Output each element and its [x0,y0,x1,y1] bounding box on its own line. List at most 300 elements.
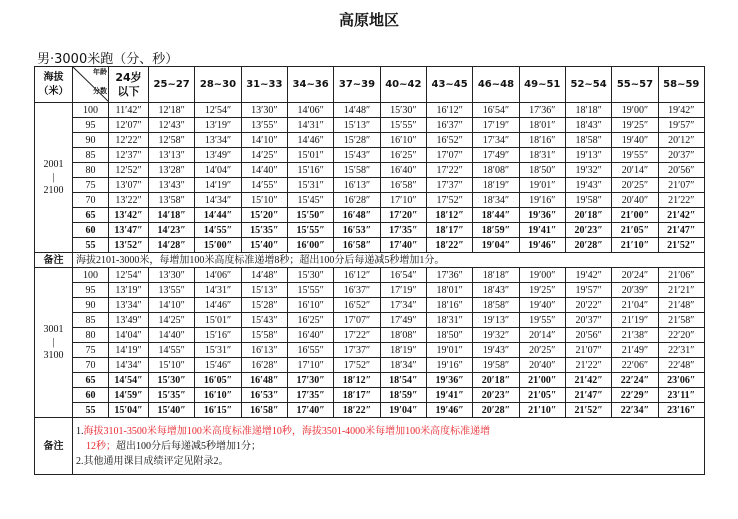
time-cell: 19′25″ [519,283,565,298]
time-cell: 21′38″ [612,328,658,343]
time-cell: 15′31″ [287,178,333,193]
time-cell: 17′34″ [380,298,426,313]
time-cell: 18′59″ [473,223,519,238]
time-cell: 15′10″ [149,358,195,373]
time-cell: 19′00″ [519,268,565,283]
time-cell: 20′24″ [612,268,658,283]
time-cell: 21′00″ [519,373,565,388]
time-cell: 13′07″ [109,178,149,193]
time-cell: 13′58″ [149,193,195,208]
time-cell: 22′31″ [658,343,704,358]
time-cell: 18′12″ [426,208,472,223]
time-cell: 18′31″ [519,148,565,163]
time-cell: 21′05″ [519,388,565,403]
score-cell: 60 [73,223,109,238]
time-cell: 18′50″ [519,163,565,178]
time-cell: 20′28″ [565,238,611,253]
time-cell: 18′12″ [334,373,380,388]
time-cell: 16′00″ [287,238,333,253]
time-cell: 21′07″ [658,178,704,193]
time-cell: 20′40″ [519,358,565,373]
time-cell: 15′45″ [287,193,333,208]
time-cell: 15′43″ [241,313,287,328]
time-cell: 22′20″ [658,328,704,343]
time-cell: 21′10″ [519,403,565,418]
time-cell: 18′22″ [426,238,472,253]
table-row [35,103,705,118]
time-cell: 18′17″ [334,388,380,403]
time-cell: 15′55″ [380,118,426,133]
time-cell: 17′34″ [473,133,519,148]
note-label: 备注 [35,253,73,268]
time-cell: 15′00″ [195,238,241,253]
time-cell: 16′53″ [241,388,287,403]
time-cell: 20′56″ [565,328,611,343]
score-cell: 55 [73,238,109,253]
time-cell: 16′25″ [287,313,333,328]
age-group-header: 40~42 [380,67,426,103]
time-cell: 14′55″ [195,223,241,238]
time-cell: 13′49″ [195,148,241,163]
time-cell: 19′46″ [426,403,472,418]
time-cell: 19′32″ [565,163,611,178]
time-cell: 19′16″ [426,358,472,373]
score-cell: 60 [73,388,109,403]
time-cell: 18′43″ [473,283,519,298]
age-label: 年龄 [93,68,107,76]
time-cell: 21′52″ [658,238,704,253]
time-cell: 15′35″ [241,223,287,238]
time-cell: 14′34″ [195,193,241,208]
time-cell: 14′19″ [109,343,149,358]
grade-table [34,66,705,475]
time-cell: 22′34″ [612,403,658,418]
time-cell: 18′58″ [565,133,611,148]
time-cell: 13′47″ [109,223,149,238]
time-cell: 13′28″ [149,163,195,178]
time-cell: 13′34″ [195,133,241,148]
time-cell: 15′58″ [334,163,380,178]
time-cell: 22′24″ [612,373,658,388]
time-cell: 23′11″ [658,388,704,403]
time-cell: 17′52″ [334,358,380,373]
time-cell: 18′17″ [426,223,472,238]
time-cell: 14′55″ [149,343,195,358]
score-cell: 80 [73,163,109,178]
time-cell: 14′34″ [109,358,149,373]
time-cell: 18′01″ [519,118,565,133]
time-cell: 19′46″ [519,238,565,253]
score-cell: 95 [73,118,109,133]
time-cell: 18′01″ [426,283,472,298]
time-cell: 18′58″ [473,298,519,313]
time-cell: 16′52″ [426,133,472,148]
time-cell: 20′37″ [658,148,704,163]
footer-note-row [35,418,705,475]
time-cell: 20′14″ [612,163,658,178]
time-cell: 22′06″ [612,358,658,373]
time-cell: 15′13″ [241,283,287,298]
time-cell: 16′55″ [287,343,333,358]
time-cell: 15′10″ [241,193,287,208]
age-group-header: 37~39 [334,67,380,103]
time-cell: 21′42″ [565,373,611,388]
time-cell: 13′55″ [241,118,287,133]
time-cell: 20′12″ [658,133,704,148]
time-cell: 14′23″ [149,223,195,238]
time-cell: 19′42″ [658,103,704,118]
score-cell: 70 [73,358,109,373]
time-cell: 17′20″ [380,208,426,223]
time-cell: 19′01″ [426,343,472,358]
time-cell: 17′37″ [426,178,472,193]
time-cell: 13′52″ [109,238,149,253]
time-cell: 21′42″ [658,208,704,223]
time-cell: 20′23″ [565,223,611,238]
time-cell: 20′37″ [565,313,611,328]
time-cell: 16′40″ [380,163,426,178]
time-cell: 15′16″ [287,163,333,178]
page-title: 高原地区 [338,11,399,29]
time-cell: 14′48″ [241,268,287,283]
time-cell: 19′43″ [565,178,611,193]
age-score-corner [73,67,109,103]
time-cell: 15′30″ [380,103,426,118]
time-cell: 23′16″ [658,403,704,418]
time-cell: 14′10″ [241,133,287,148]
time-cell: 20′25″ [612,178,658,193]
time-cell: 14′28″ [149,238,195,253]
time-cell: 14′59″ [109,388,149,403]
time-cell: 21′04″ [612,298,658,313]
time-cell: 20′28″ [473,403,519,418]
score-cell: 100 [73,268,109,283]
time-cell: 14′31″ [287,118,333,133]
age-group-header: 31~33 [241,67,287,103]
time-cell: 19′04″ [380,403,426,418]
age-group-header: 34~36 [287,67,333,103]
time-cell: 18′34″ [473,193,519,208]
time-cell: 21′47″ [565,388,611,403]
time-cell: 20′22″ [565,298,611,313]
time-cell: 19′00″ [612,103,658,118]
time-cell: 15′28″ [241,298,287,313]
time-cell: 22′48″ [658,358,704,373]
time-cell: 12′37″ [109,148,149,163]
time-cell: 19′01″ [519,178,565,193]
time-cell: 14′31″ [195,283,241,298]
time-cell: 19′55″ [519,313,565,328]
time-cell: 17′37″ [334,343,380,358]
time-cell: 16′37″ [426,118,472,133]
note-line-3: 2.其他通用课目成绩评定见附录2。 [76,455,229,467]
note-red-text-2: 12秒； [86,440,116,452]
time-cell: 19′58″ [565,193,611,208]
time-cell: 12′54″ [109,268,149,283]
table-row [35,328,705,343]
time-cell: 19′04″ [473,238,519,253]
time-cell: 21′00″ [612,208,658,223]
header-row [35,67,705,103]
time-cell: 21′48″ [658,298,704,313]
time-cell: 12′54″ [195,103,241,118]
time-cell: 15′55″ [287,283,333,298]
time-cell: 16′10″ [287,298,333,313]
age-group-header: 52~54 [565,67,611,103]
time-cell: 12′18″ [149,103,195,118]
time-cell: 18′43″ [565,118,611,133]
score-cell: 90 [73,298,109,313]
time-cell: 20′40″ [612,193,658,208]
score-cell: 75 [73,343,109,358]
time-cell: 11′42″ [109,103,149,118]
time-cell: 16′40″ [287,328,333,343]
time-cell: 13′34″ [109,298,149,313]
time-cell: 18′19″ [380,343,426,358]
table-row [35,223,705,238]
time-cell: 14′19″ [195,178,241,193]
time-cell: 13′13″ [149,148,195,163]
time-cell: 19′40″ [612,133,658,148]
time-cell: 20′18″ [565,208,611,223]
time-cell: 14′55″ [241,178,287,193]
time-cell: 16′48″ [334,208,380,223]
table-row [35,163,705,178]
time-cell: 15′58″ [241,328,287,343]
time-cell: 16′58″ [334,238,380,253]
time-cell: 14′10″ [149,298,195,313]
altitude-range: 2001 | 2100 [35,103,73,253]
time-cell: 14′48″ [334,103,380,118]
time-cell: 18′44″ [473,208,519,223]
time-cell: 21′21″ [658,283,704,298]
time-cell: 18′22″ [334,403,380,418]
time-cell: 19′57″ [565,283,611,298]
time-cell: 19′57″ [658,118,704,133]
time-cell: 15′50″ [287,208,333,223]
time-cell: 18′31″ [426,313,472,328]
score-cell: 80 [73,328,109,343]
time-cell: 16′53″ [334,223,380,238]
age-group-header: 28~30 [195,67,241,103]
note-row [35,253,705,268]
time-cell: 17′35″ [380,223,426,238]
time-cell: 19′16″ [519,193,565,208]
time-cell: 21′05″ [612,223,658,238]
time-cell: 19′13″ [565,148,611,163]
age-group-header: 25~27 [149,67,195,103]
time-cell: 14′04″ [195,163,241,178]
time-cell: 17′07″ [426,148,472,163]
score-cell: 90 [73,133,109,148]
table-row [35,268,705,283]
age-group-header: 46~48 [473,67,519,103]
time-cell: 23′06″ [658,373,704,388]
time-cell: 19′41″ [519,223,565,238]
time-cell: 17′35″ [287,388,333,403]
time-cell: 19′55″ [612,148,658,163]
note-black-text: 超出100分后每递减5秒增加1分； [116,440,261,452]
time-cell: 15′13″ [334,118,380,133]
time-cell: 16′13″ [334,178,380,193]
time-cell: 17′52″ [426,193,472,208]
score-cell: 85 [73,313,109,328]
table-row [35,358,705,373]
time-cell: 21′49″ [612,343,658,358]
table-row [35,403,705,418]
time-cell: 21′19″ [612,313,658,328]
age-group-header: 43~45 [426,67,472,103]
score-cell: 65 [73,208,109,223]
time-cell: 18′18″ [473,268,519,283]
time-cell: 15′55″ [287,223,333,238]
time-cell: 15′01″ [195,313,241,328]
time-cell: 15′35″ [149,388,195,403]
time-cell: 19′40″ [519,298,565,313]
time-cell: 13′19″ [195,118,241,133]
time-cell: 18′08″ [380,328,426,343]
time-cell: 20′23″ [473,388,519,403]
time-cell: 20′18″ [473,373,519,388]
time-cell: 16′52″ [334,298,380,313]
time-cell: 15′43″ [334,148,380,163]
time-cell: 12′58″ [149,133,195,148]
time-cell: 17′10″ [380,193,426,208]
time-cell: 17′40″ [380,238,426,253]
score-cell: 85 [73,148,109,163]
time-cell: 16′37″ [334,283,380,298]
time-cell: 12′52″ [109,163,149,178]
time-cell: 17′40″ [287,403,333,418]
time-cell: 14′40″ [149,328,195,343]
score-cell: 65 [73,373,109,388]
time-cell: 18′18″ [565,103,611,118]
table-row [35,133,705,148]
time-cell: 19′41″ [426,388,472,403]
note-text: 海拔2101-3000米，每增加100米高度标准递增8秒；超出100分后每递减5秒增加1分。 [73,253,705,268]
time-cell: 14′25″ [241,148,287,163]
time-cell: 16′10″ [195,388,241,403]
table-row [35,343,705,358]
time-cell: 12′43″ [149,118,195,133]
table-row [35,193,705,208]
time-cell: 21′10″ [612,238,658,253]
table-row [35,178,705,193]
time-cell: 15′40″ [149,403,195,418]
time-cell: 20′14″ [519,328,565,343]
table-row [35,388,705,403]
time-cell: 14′54″ [109,373,149,388]
table-row [35,118,705,133]
time-cell: 16′13″ [241,343,287,358]
score-label: 分数 [93,87,107,95]
time-cell: 16′28″ [334,193,380,208]
time-cell: 21′52″ [565,403,611,418]
table-subtitle: 男·3000米跑（分、秒） [37,52,179,67]
altitude-range: 3001 | 3100 [35,268,73,418]
time-cell: 14′06″ [287,103,333,118]
time-cell: 15′46″ [195,358,241,373]
time-cell: 13′30″ [149,268,195,283]
time-cell: 17′49″ [380,313,426,328]
table-row [35,373,705,388]
time-cell: 13′42″ [109,208,149,223]
time-cell: 21′22″ [565,358,611,373]
time-cell: 17′36″ [519,103,565,118]
time-cell: 21′06″ [658,268,704,283]
time-cell: 18′34″ [380,358,426,373]
time-cell: 17′19″ [473,118,519,133]
table-row [35,313,705,328]
time-cell: 19′43″ [473,343,519,358]
time-cell: 17′19″ [380,283,426,298]
time-cell: 14′06″ [195,268,241,283]
table-row [35,208,705,223]
score-cell: 95 [73,283,109,298]
time-cell: 15′20″ [241,208,287,223]
time-cell: 21′07″ [565,343,611,358]
time-cell: 15′30″ [287,268,333,283]
table-row [35,148,705,163]
time-cell: 12′22″ [109,133,149,148]
time-cell: 13′49″ [109,313,149,328]
age-group-header: 24岁 以下 [109,67,149,103]
time-cell: 19′36″ [519,208,565,223]
time-cell: 14′04″ [109,328,149,343]
time-cell: 17′10″ [287,358,333,373]
time-cell: 14′46″ [287,133,333,148]
time-cell: 19′25″ [612,118,658,133]
time-cell: 14′44″ [195,208,241,223]
time-cell: 15′04″ [109,403,149,418]
time-cell: 16′10″ [380,133,426,148]
time-cell: 13′22″ [109,193,149,208]
score-cell: 100 [73,103,109,118]
time-cell: 13′55″ [149,283,195,298]
note-red-text: 海拔3101-3500米每增加100米高度标准递增10秒，海拔3501-4000米每增加100米高度标准递增 [83,425,491,437]
time-cell: 20′25″ [519,343,565,358]
time-cell: 16′58″ [380,178,426,193]
time-cell: 19′13″ [473,313,519,328]
time-cell: 13′30″ [241,103,287,118]
time-cell: 17′22″ [334,328,380,343]
time-cell: 18′50″ [426,328,472,343]
footer-note-text [73,418,705,475]
time-cell: 16′15″ [195,403,241,418]
time-cell: 18′16″ [519,133,565,148]
time-cell: 18′54″ [380,373,426,388]
time-cell: 15′30″ [149,373,195,388]
time-cell: 16′54″ [380,268,426,283]
time-cell: 15′01″ [287,148,333,163]
score-cell: 75 [73,178,109,193]
time-cell: 18′08″ [473,163,519,178]
time-cell: 19′58″ [473,358,519,373]
time-cell: 20′39″ [612,283,658,298]
time-cell: 16′05″ [195,373,241,388]
time-cell: 16′54″ [473,103,519,118]
time-cell: 17′07″ [334,313,380,328]
time-cell: 16′25″ [380,148,426,163]
time-cell: 17′36″ [426,268,472,283]
time-cell: 16′58″ [241,403,287,418]
time-cell: 17′22″ [426,163,472,178]
score-cell: 70 [73,193,109,208]
note-prefix: 1. [76,425,84,437]
time-cell: 21′22″ [658,193,704,208]
time-cell: 15′28″ [334,133,380,148]
time-cell: 14′18″ [149,208,195,223]
